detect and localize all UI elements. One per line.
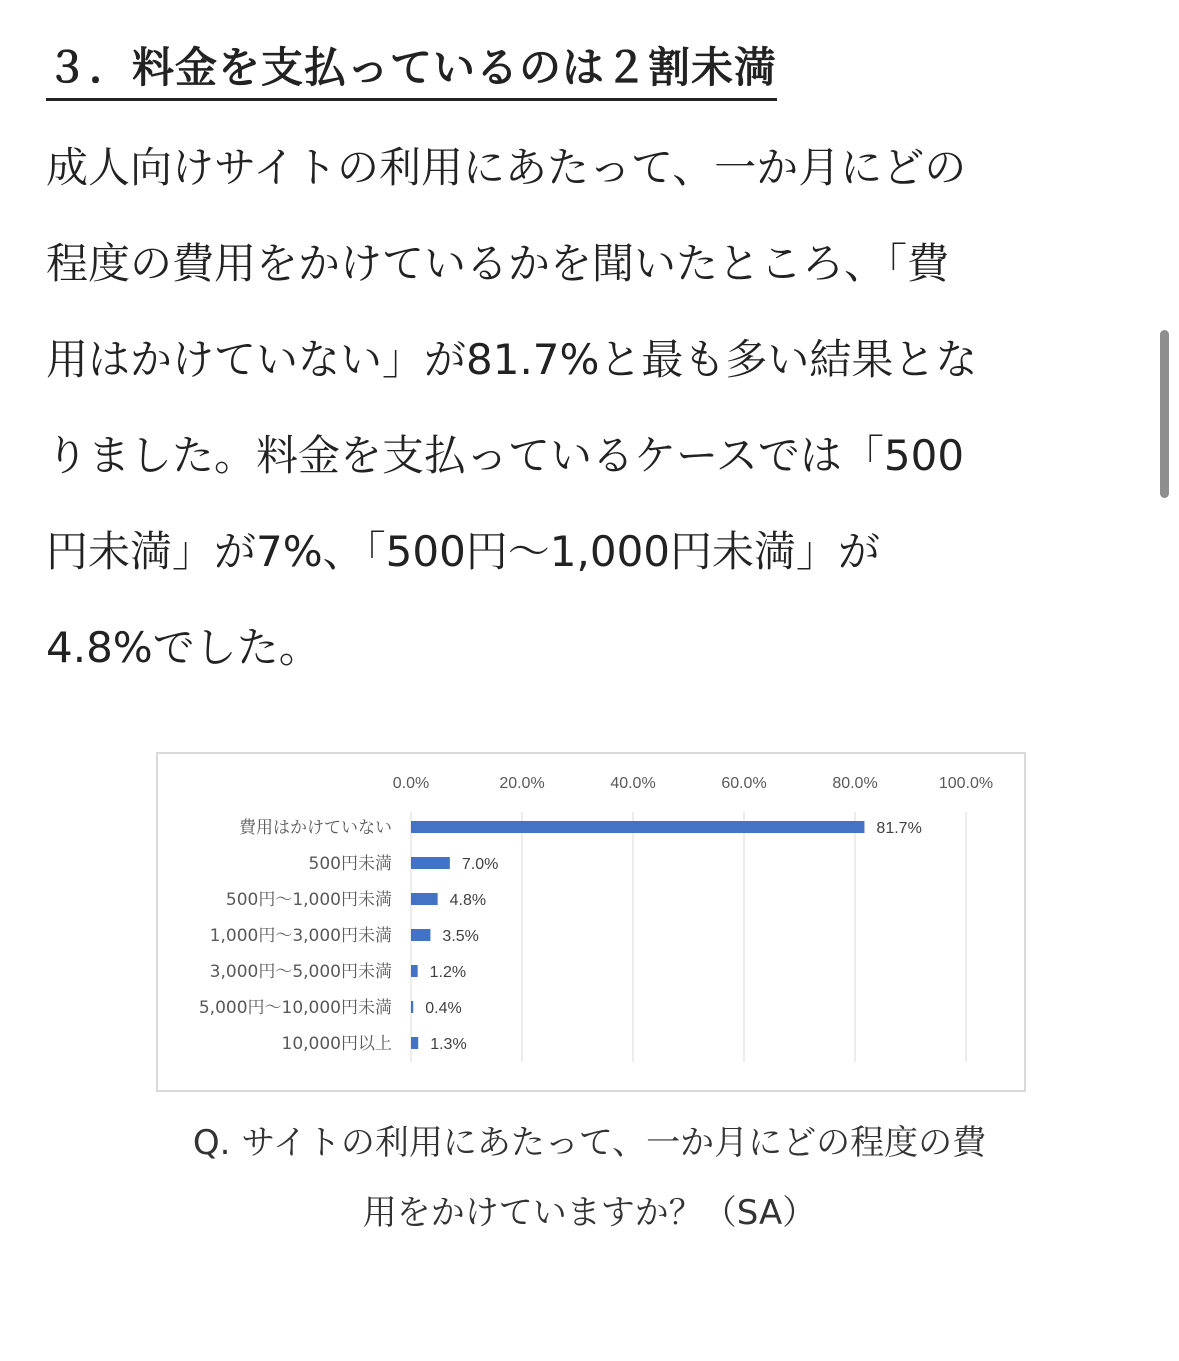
bar-chart-image: [156, 752, 1026, 1092]
section-heading: ３．料金を支払っているのは２割未満: [46, 38, 777, 101]
x-tick-label: 20.0%: [499, 775, 545, 792]
paragraph-line: 円未満」が7%、「500円〜1,000円未満」が: [46, 527, 881, 576]
paragraph-line: 程度の費用をかけているかを聞いたところ、「費: [46, 239, 950, 288]
category-label: 500円未満: [308, 854, 392, 874]
bar: [411, 821, 864, 833]
paragraph-line: 用はかけていない」が81.7%と最も多い結果とな: [46, 335, 978, 384]
bar: [411, 929, 430, 941]
category-label: 10,000円以上: [281, 1034, 392, 1054]
scrollbar-thumb[interactable]: [1160, 330, 1169, 498]
chart-caption: [0, 1108, 1179, 1248]
bar: [411, 857, 450, 869]
paragraph-line: 4.8%でした。: [46, 623, 321, 672]
x-tick-label: 80.0%: [832, 775, 878, 792]
bar: [411, 1037, 418, 1049]
paragraph-line: りました。料金を支払っているケースでは「500: [46, 431, 965, 480]
x-tick-label: 0.0%: [392, 775, 430, 792]
category-label: 1,000円〜3,000円未満: [209, 926, 392, 946]
data-label: 7.0%: [461, 856, 499, 873]
bar: [411, 1001, 413, 1013]
article-paragraph: [46, 120, 1126, 696]
caption-line: Q. サイトの利用にあたって、一か月にどの程度の費: [192, 1123, 987, 1163]
caption-line: 用をかけていますか？（SA）: [362, 1193, 817, 1233]
x-tick-label: 100.0%: [938, 775, 994, 792]
bar-chart: [158, 754, 1024, 1090]
category-label: 費用はかけていない: [239, 818, 392, 838]
data-label: 4.8%: [449, 892, 487, 909]
data-label: 1.2%: [429, 964, 467, 981]
data-label: 3.5%: [442, 928, 479, 945]
category-label: 5,000円〜10,000円未満: [198, 998, 392, 1018]
category-label: 3,000円〜5,000円未満: [209, 962, 392, 982]
x-tick-label: 60.0%: [721, 775, 767, 792]
x-tick-label: 40.0%: [610, 775, 656, 792]
category-label: 500円〜1,000円未満: [225, 890, 392, 910]
bar: [411, 965, 418, 977]
data-label: 1.3%: [430, 1036, 467, 1053]
data-label: 81.7%: [876, 820, 922, 837]
data-label: 0.4%: [425, 1000, 462, 1017]
paragraph-line: 成人向けサイトの利用にあたって、一か月にどの: [46, 143, 967, 192]
bar: [411, 893, 438, 905]
